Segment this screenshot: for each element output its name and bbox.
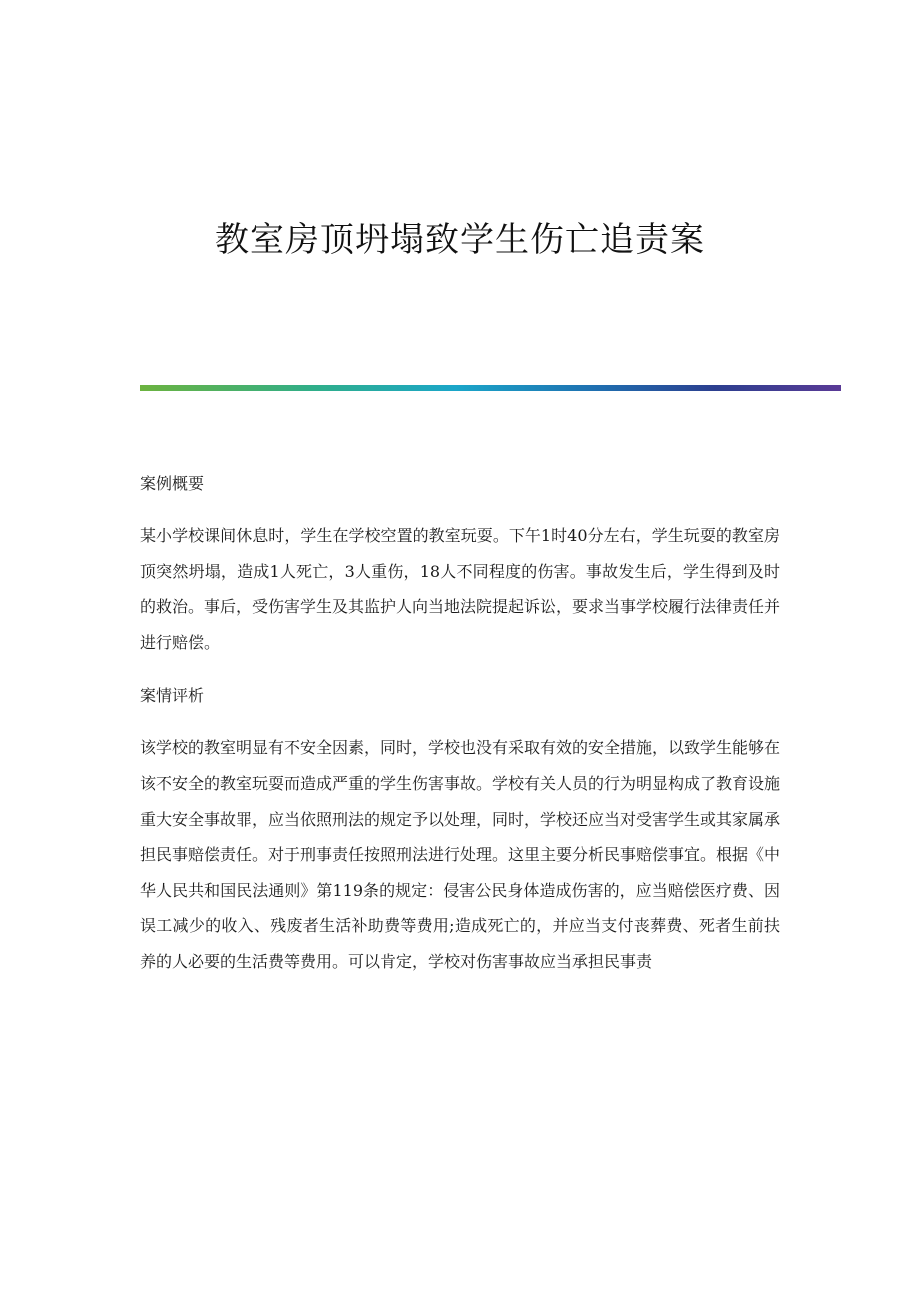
document-body <box>140 466 780 998</box>
section-heading-summary: 案例概要 <box>140 474 205 493</box>
document-title: 教室房顶坍塌致学生伤亡追责案 <box>215 220 705 260</box>
section-heading-analysis: 案情评析 <box>140 686 205 706</box>
title-divider <box>140 385 841 391</box>
section-body-analysis: 该学校的教室明显有不安全因素，同时，学校也没有采取有效的安全措施，以致学生能够在该不安全的教室玩耍而造成严重的学生伤害事故。学校有关人员的行为明显构成了教育设施重大安全事故罪，应当依照刑法的规定予以处理，同时，学校还应当对受害学生或其家属承担民事赔偿责任。对于刑事责任按照刑法进行处理。这里主要分析民事赔偿事宜。根据《中华人民共和国民法通则》第119条的规定：侵害公民身体造成伤害的，应当赔偿医疗费、因误工减少的收入、残废者生活补助费等费用;造成死亡的，并应当支付丧葬费、死者生前扶养的人必要的生活费等费用。可以肯定，学校对伤害事故应当承担民事责 <box>140 738 781 971</box>
section-body-summary: 某小学校课间休息时，学生在学校空置的教室玩耍。下午1时40分左右，学生玩耍的教室房顶突然坍塌，造成1人死亡，3人重伤，18人不同程度的伤害。事故发生后，学生得到及时的救治。事后，受伤害学生及其监护人向当地法院提起诉讼，要求当事学校履行法律责任并进行赔偿。 <box>140 526 781 652</box>
